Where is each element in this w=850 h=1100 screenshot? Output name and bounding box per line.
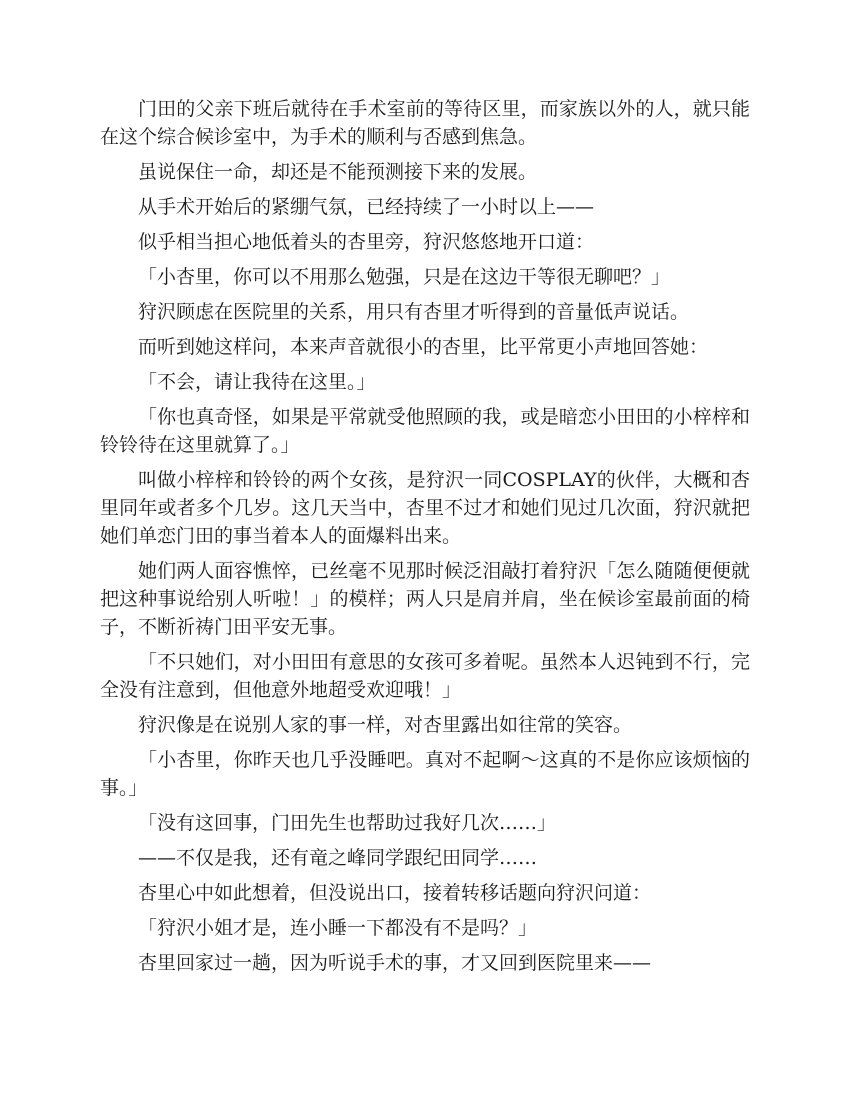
paragraph: 「小杏里，你昨天也几乎没睡吧。真对不起啊～这真的不是你应该烦恼的事。」: [100, 749, 750, 799]
paragraph: 而听到她这样问，本来声音就很小的杏里，比平常更小声地回答她：: [138, 336, 709, 358]
paragraph: 「狩沢小姐才是，连小睡一下都没有不是吗？」: [138, 917, 538, 939]
paragraph: 杏里心中如此想着，但没说出口，接着转移话题向狩沢问道：: [138, 882, 652, 904]
paragraph: 叫做小梓梓和铃铃的两个女孩，是狩沢一同COSPLAY的伙伴，大概和杏里同年或者多个几岁。这几天当中，杏里不过才和她们见过几次面，狩沢就把她们单恋门田的事当着本人的面爆料出来。: [100, 469, 750, 547]
paragraph: 「不只她们，对小田田有意思的女孩可多着呢。虽然本人迟钝到不行，完全没有注意到，但他意外地超受欢迎哦！」: [100, 651, 750, 701]
paragraph: 「没有这回事，门田先生也帮助过我好几次……」: [138, 812, 557, 834]
paragraph: 门田的父亲下班后就待在手术室前的等待区里，而家族以外的人，就只能在这个综合候诊室中，为手术的顺利与否感到焦急。: [100, 98, 750, 148]
paragraph: 「不会，请让我待在这里。」: [138, 371, 376, 393]
paragraph: 狩沢顾虑在医院里的关系，用只有杏里才听得到的音量低声说话。: [138, 301, 690, 323]
paragraph: 似乎相当担心地低着头的杏里旁，狩沢悠悠地开口道：: [138, 231, 595, 253]
paragraph: 虽说保住一命，却还是不能预测接下来的发展。: [138, 161, 538, 183]
paragraph: 「小杏里，你可以不用那么勉强，只是在这边干等很无聊吧？」: [138, 266, 671, 288]
paragraph: 从手术开始后的紧绷气氛，已经持续了一小时以上——: [138, 196, 595, 218]
paragraph: 狩沢像是在说别人家的事一样，对杏里露出如往常的笑容。: [138, 714, 633, 736]
paragraph: 杏里回家过一趟，因为听说手术的事，才又回到医院里来——: [138, 952, 652, 974]
document-page: [100, 95, 750, 984]
paragraph: 「你也真奇怪，如果是平常就受他照顾的我，或是暗恋小田田的小梓梓和铃铃待在这里就算了。」: [100, 406, 750, 456]
paragraph: 她们两人面容憔悴，已丝毫不见那时候泛泪敲打着狩沢「怎么随随便便就把这种事说给别人听啦！」的模样；两人只是肩并肩，坐在候诊室最前面的椅子，不断祈祷门田平安无事。: [100, 560, 750, 638]
paragraph: ——不仅是我，还有竜之峰同学跟纪田同学……: [138, 847, 538, 869]
